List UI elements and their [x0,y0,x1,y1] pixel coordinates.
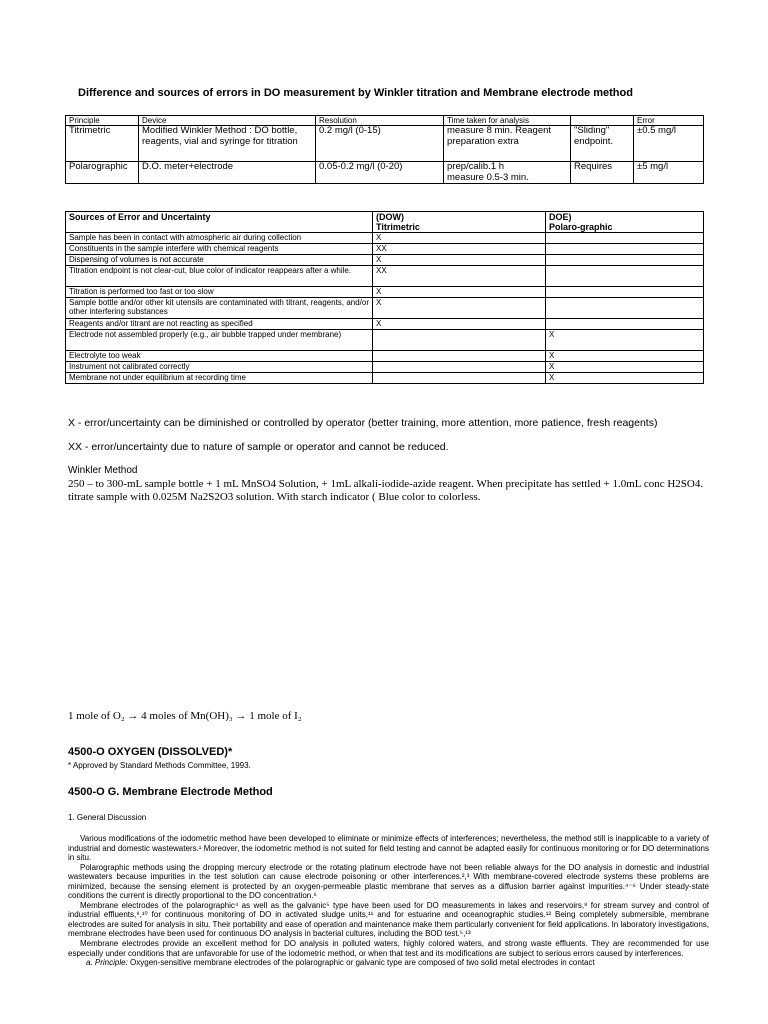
cell: Sample bottle and/or other kit utensils are contaminated with titrant, reagents, and/or other interfering substances [66,298,373,319]
header-titrimetric: (DOW) Titrimetric [373,212,546,233]
cell: X [546,362,704,373]
cell: measure 8 min. Reagent preparation extra [444,126,571,162]
cell: Constituents in the sample interfere with chemical reagents [66,244,373,255]
principle-paragraph [68,958,709,968]
error-row [66,319,704,330]
mole-equation: 1 mole of O₂ → 4 moles of Mn(OH)₃ → 1 mole of I₂ [68,710,302,722]
cell [546,233,704,244]
header-device: Device [139,116,316,126]
cell: Membrane not under equilibrium at recording time [66,373,373,384]
comparison-row-titrimetric [66,126,704,162]
cell: 0.05-0.2 mg/l (0-20) [316,162,444,184]
error-sources-table [65,211,704,384]
cell: Modified Winkler Method : DO bottle, reagents, vial and syringe for titration [139,126,316,162]
cell: Electrolyte too weak [66,351,373,362]
method-title: 4500-O G. Membrane Electrode Method [68,786,273,798]
cell: Titrimetric [66,126,139,162]
header-polarographic: DOE) Polaro-graphic [546,212,704,233]
comparison-row-polarographic [66,162,704,184]
cell: X [373,298,546,319]
subsection-title: 1. General Discussion [68,813,147,822]
cell: Dispensing of volumes is not accurate [66,255,373,266]
cell: X [546,330,704,351]
cell: Requires [571,162,634,184]
paragraph: Membrane electrodes provide an excellent method for DO analysis in polluted waters, highly colored waters, and strong waste effluents. They are recommended for use especially under conditions that are unfavorable for use of the iodometric method, or when that test and its modifications are subject to serious errors caused by interferences. [68,939,709,958]
error-row [66,287,704,298]
cell: D.O. meter+electrode [139,162,316,184]
cell: Reagents and/or titrant are not reacting as specified [66,319,373,330]
section-title: 4500-O OXYGEN (DISSOLVED)* [68,746,233,758]
cell: ±5 mg/l [634,162,704,184]
cell: Electrode not assembled properly (e.g., air bubble trapped under membrane) [66,330,373,351]
cell: 0.2 mg/l (0-15) [316,126,444,162]
cell: XX [373,266,546,287]
header-sources: Sources of Error and Uncertainty [66,212,373,233]
cell: XX [373,244,546,255]
error-row [66,233,704,244]
error-row [66,244,704,255]
legend-x: X - error/uncertainty can be diminished or controlled by operator (better training, more attention, more patience, fresh reagents) [68,417,658,429]
cell: prep/calib.1 h measure 0.5-3 min. [444,162,571,184]
cell: X [546,351,704,362]
paragraph: Polarographic methods using the dropping mercury electrode or the rotating platinum electrode have not been reliable always for the DO analysis in domestic and industrial wastewaters because impurities in the test solution can cause electrode poisoning or other interferences.²,³ With membrane-covered electrode systems these problems are minimized, because the sensing element is protected by an oxygen-permeable plastic membrane that serves as a diffusion barrier against impurities.⁴⁻⁶ Under steady-state conditions the current is directly proportional to the DO concentration.⁶ [68,862,709,901]
cell [373,330,546,351]
winkler-text: 250 – to 300-mL sample bottle + 1 mL MnSO4 Solution, + 1mL alkali-iodide-azide reagent. When precipitate has settled + 1.0mL conc H2SO4. titrate sample with 0.025M Na2S2O3 solution. With starch indicator ( Blue color to colorless. [68,478,704,503]
cell [546,266,704,287]
error-row [66,266,704,287]
error-row [66,330,704,351]
cell: Titration is performed too fast or too slow [66,287,373,298]
cell [546,319,704,330]
cell: Polarographic [66,162,139,184]
cell: X [373,319,546,330]
cell: X [373,255,546,266]
error-row [66,373,704,384]
body-text [68,834,709,968]
cell [546,255,704,266]
cell: Titration endpoint is not clear-cut, blue color of indicator reappears after a while. [66,266,373,287]
cell: ±0.5 mg/l [634,126,704,162]
cell [546,287,704,298]
paragraph: Membrane electrodes of the polarographic⁴ as well as the galvanic⁵ type have been used for DO measurements in lakes and reservoirs,⁸ for stream survey and control of industrial effluents,⁹,¹⁰ for continuous monitoring of DO in activated sludge units,¹¹ and for estuarine and oceanographic studies.¹² Being completely submersible, membrane electrodes are suited for analysis in situ. Their portability and ease of operation and maintenance make them particularly convenient for field applications. In laboratory investigations, membrane electrodes have been used for continuous DO analysis in bacterial cultures, including the BOD test.⁵,¹³ [68,900,709,939]
cell [373,351,546,362]
cell [373,373,546,384]
principle-label: a. Principle: [86,958,128,968]
header-error: Error [634,116,704,126]
cell: Sample has been in contact with atmospheric air during collection [66,233,373,244]
approval-note: * Approved by Standard Methods Committee, 1993. [68,761,251,770]
winkler-title: Winkler Method [68,465,138,476]
cell: X [373,287,546,298]
cell [373,362,546,373]
error-header-row [66,212,704,233]
cell: X [373,233,546,244]
error-row [66,362,704,373]
error-row [66,298,704,319]
header-principle: Principle [66,116,139,126]
error-row [66,255,704,266]
comparison-table [65,115,704,184]
cell: "Sliding" endpoint. [571,126,634,162]
cell: Instrument not calibrated correctly [66,362,373,373]
cell [546,298,704,319]
cell: X [546,373,704,384]
principle-text: Oxygen-sensitive membrane electrodes of the polarographic or galvanic type are composed of two solid metal electrodes in contact [127,958,595,968]
page-heading: Difference and sources of errors in DO measurement by Winkler titration and Membrane electrode method [78,87,633,99]
legend-xx: XX - error/uncertainty due to nature of sample or operator and cannot be reduced. [68,441,449,453]
paragraph: Various modifications of the iodometric method have been developed to eliminate or minimize effects of interferences; nevertheless, the method still is inapplicable to a variety of industrial and domestic wastewaters.¹ Moreover, the iodometric method is not suited for field testing and cannot be adapted easily for continuous monitoring or for DO determinations in situ. [68,834,709,863]
cell [546,244,704,255]
error-row [66,351,704,362]
header-resolution: Resolution [316,116,444,126]
header-blank [571,116,634,126]
comparison-header-row [66,116,704,126]
header-time: Time taken for analysis [444,116,571,126]
